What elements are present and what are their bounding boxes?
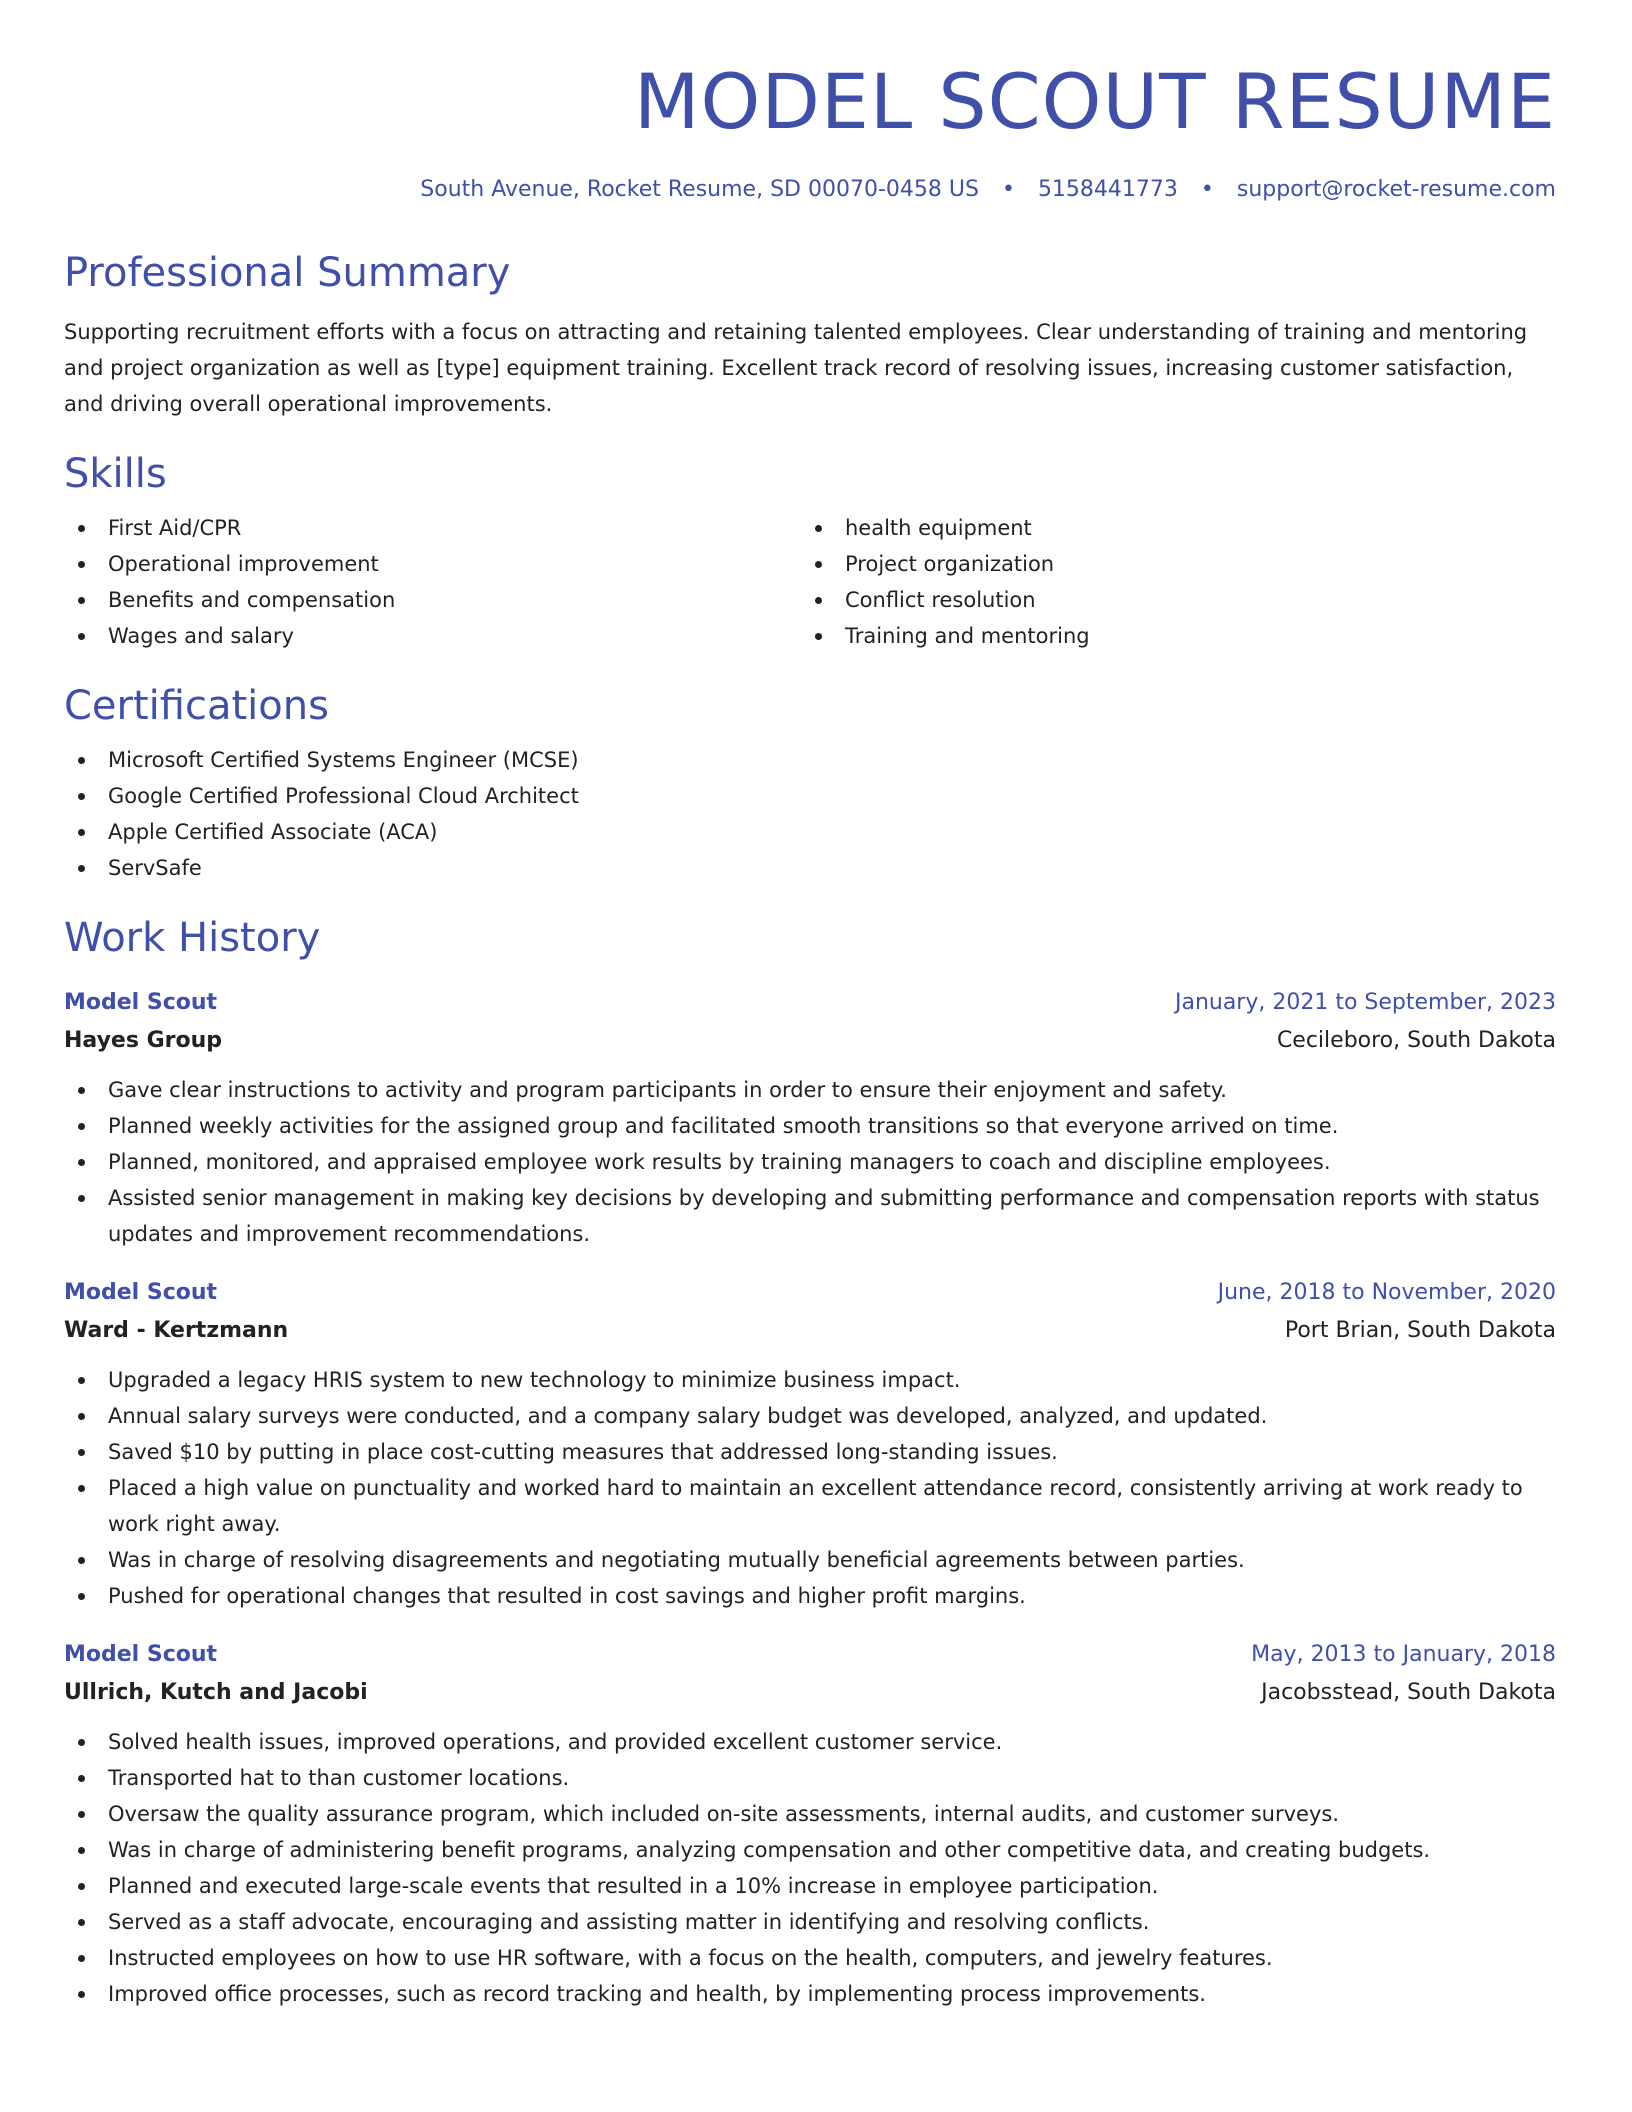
- job-bullet: Was in charge of administering benefit programs, analyzing compensation and other competitive data, and creating budgets.: [64, 1832, 1556, 1868]
- job-bullets: [64, 1724, 1556, 2012]
- contact-line: [64, 177, 1556, 203]
- certifications-list: [64, 742, 1556, 886]
- job-bullet: Instructed employees on how to use HR software, with a focus on the health, computers, and jewelry features.: [64, 1940, 1556, 1976]
- job-company-row: [64, 1312, 1556, 1350]
- certification-item: Google Certified Professional Cloud Architect: [64, 778, 1556, 814]
- job-role: Model Scout: [64, 1642, 218, 1668]
- job-bullet: Gave clear instructions to activity and program participants in order to ensure their enjoyment and safety.: [64, 1072, 1556, 1108]
- job-bullet: Was in charge of resolving disagreements and negotiating mutually beneficial agreements between parties.: [64, 1542, 1556, 1578]
- skill-item: Conflict resolution: [801, 582, 1538, 618]
- resume-name: MODEL SCOUT RESUME: [633, 57, 1556, 146]
- skill-item: Operational improvement: [64, 546, 801, 582]
- job-dates: June, 2018 to November, 2020: [1217, 1280, 1556, 1306]
- skill-item: health equipment: [801, 510, 1538, 546]
- job-bullet: Upgraded a legacy HRIS system to new technology to minimize business impact.: [64, 1362, 1556, 1398]
- certifications-heading: Certifications: [64, 683, 329, 730]
- skill-item: Benefits and compensation: [64, 582, 801, 618]
- job-bullet: Saved $10 by putting in place cost-cutting measures that addressed long-standing issues.: [64, 1434, 1556, 1470]
- skills-list-left: [64, 510, 801, 654]
- job-bullet: Served as a staff advocate, encouraging and assisting matter in identifying and resolving conflicts.: [64, 1904, 1556, 1940]
- skills-heading: Skills: [64, 451, 167, 498]
- job-dates: May, 2013 to January, 2018: [1251, 1642, 1556, 1668]
- job-bullet: Solved health issues, improved operations, and provided excellent customer service.: [64, 1724, 1556, 1760]
- separator-dot: •: [1001, 177, 1015, 202]
- job-bullet: Annual salary surveys were conducted, and a company salary budget was developed, analyzed, and updated.: [64, 1398, 1556, 1434]
- job-bullet: Placed a high value on punctuality and worked hard to maintain an excellent attendance record, consistently arriving at work ready to work right away.: [64, 1470, 1556, 1542]
- job-dates: January, 2021 to September, 2023: [1174, 990, 1556, 1016]
- job-bullet: Planned, monitored, and appraised employee work results by training managers to coach and discipline employees.: [64, 1144, 1556, 1180]
- job-bullet: Planned weekly activities for the assigned group and facilitated smooth transitions so that everyone arrived on time.: [64, 1108, 1556, 1144]
- job-title-row: [64, 984, 1556, 1022]
- job-company: Ward - Kertzmann: [64, 1318, 289, 1344]
- job-bullet: Assisted senior management in making key decisions by developing and submitting performance and compensation reports with status updates and improvement recommendations.: [64, 1180, 1556, 1252]
- job-company: Hayes Group: [64, 1028, 223, 1054]
- skills-list-right: [801, 510, 1538, 654]
- job-company: Ullrich, Kutch and Jacobi: [64, 1680, 368, 1706]
- skill-item: Training and mentoring: [801, 618, 1538, 654]
- job-location: Cecileboro, South Dakota: [1276, 1028, 1556, 1054]
- job-bullet: Planned and executed large-scale events that resulted in a 10% increase in employee participation.: [64, 1868, 1556, 1904]
- certification-item: ServSafe: [64, 850, 1556, 886]
- job-entry: [64, 1274, 1556, 1614]
- job-company-row: [64, 1022, 1556, 1060]
- job-bullet: Transported hat to than customer locations.: [64, 1760, 1556, 1796]
- job-company-row: [64, 1674, 1556, 1712]
- resume-page: [64, 0, 1556, 2012]
- job-bullet: Oversaw the quality assurance program, which included on-site assessments, internal audits, and customer surveys.: [64, 1796, 1556, 1832]
- skill-item: First Aid/CPR: [64, 510, 801, 546]
- job-bullets: [64, 1362, 1556, 1614]
- summary-heading: Professional Summary: [64, 250, 511, 297]
- job-title-row: [64, 1636, 1556, 1674]
- skill-item: Project organization: [801, 546, 1538, 582]
- job-bullets: [64, 1072, 1556, 1252]
- work-history-heading: Work History: [64, 915, 321, 962]
- certification-item: Microsoft Certified Systems Engineer (MCSE): [64, 742, 1556, 778]
- job-location: Jacobsstead, South Dakota: [1261, 1680, 1556, 1706]
- job-bullet: Pushed for operational changes that resulted in cost savings and higher profit margins.: [64, 1578, 1556, 1614]
- job-entry: [64, 984, 1556, 1252]
- job-role: Model Scout: [64, 1280, 218, 1306]
- job-bullet: Improved office processes, such as record tracking and health, by implementing process improvements.: [64, 1976, 1556, 2012]
- summary-text: Supporting recruitment efforts with a focus on attracting and retaining talented employees. Clear understanding of training and mentoring and project organization as well as [type] equipment training. Excellent track record of resolving issues, increasing customer satisfaction, and driving overall operational improvements.: [64, 320, 1528, 417]
- certification-item: Apple Certified Associate (ACA): [64, 814, 1556, 850]
- contact-address: South Avenue, Rocket Resume, SD 00070-0458 US: [420, 177, 979, 202]
- job-entry: [64, 1636, 1556, 2012]
- contact-phone: 5158441773: [1037, 177, 1178, 202]
- separator-dot: •: [1200, 177, 1214, 202]
- job-location: Port Brian, South Dakota: [1284, 1318, 1556, 1344]
- job-title-row: [64, 1274, 1556, 1312]
- contact-email: support@rocket-resume.com: [1236, 177, 1556, 202]
- skills-columns: [64, 510, 1556, 654]
- skill-item: Wages and salary: [64, 618, 801, 654]
- job-role: Model Scout: [64, 990, 218, 1016]
